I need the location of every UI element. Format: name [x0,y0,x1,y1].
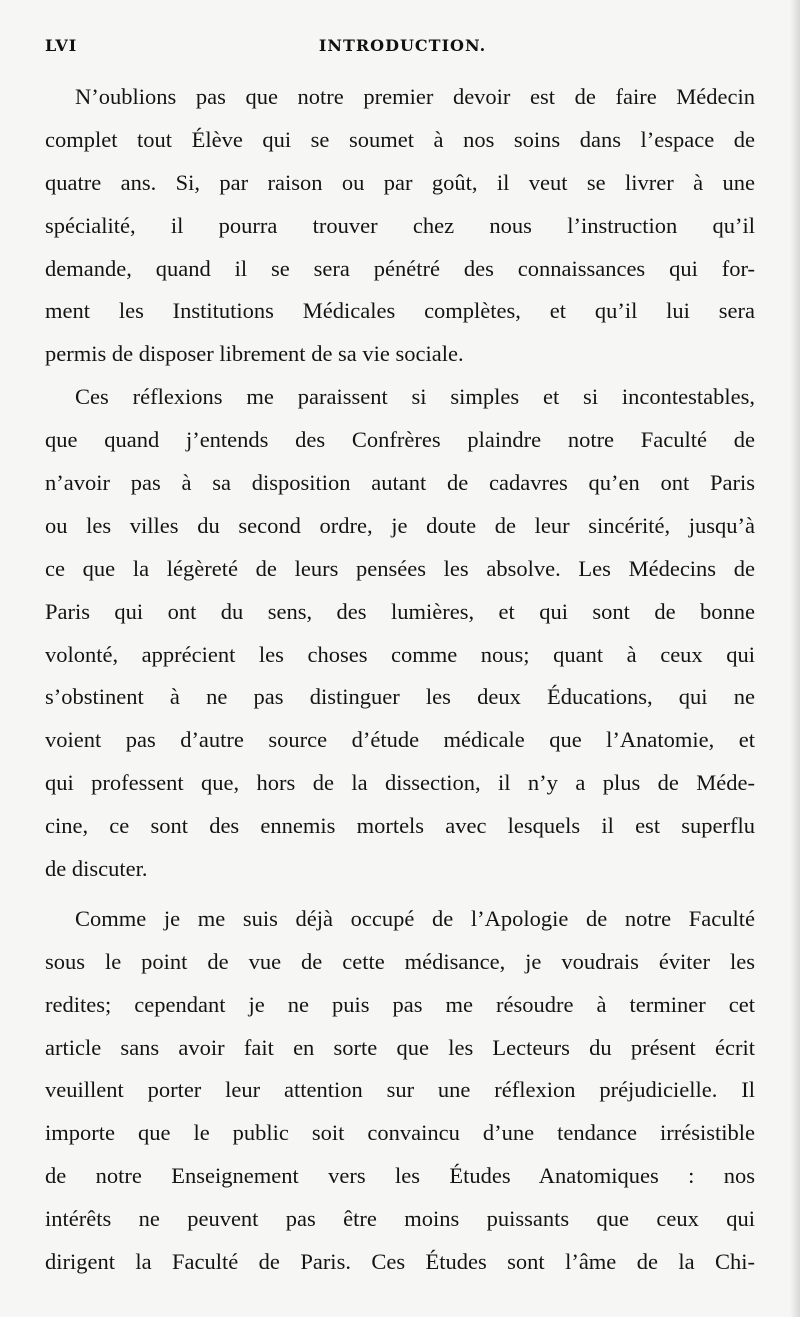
text-line: que quand j’entends des Confrères plaindre notre Faculté de [45,427,755,453]
text-line: quatre ans. Si, par raison ou par goût, il veut se livrer à une [45,169,755,195]
text-line: Paris qui ont du sens, des lumières, et qui sont de bonne [45,598,755,624]
text-line: voient pas d’autre source d’étude médicale que l’Anatomie, et [45,727,755,753]
paragraph [45,898,755,1284]
paragraph-gap [45,891,755,898]
text-line: dirigent la Faculté de Paris. Ces Études sont l’âme de la Chi- [45,1249,755,1275]
text-line: sous le point de vue de cette médisance, je voudrais éviter les [45,948,755,974]
text-line: importe que le public soit convaincu d’une tendance irrésistible [45,1120,755,1146]
paragraph [45,76,755,376]
text-line: complet tout Élève qui se soumet à nos soins dans l’espace de [45,126,755,152]
text-line: demande, quand il se sera pénétré des connaissances qui for- [45,255,755,281]
text-line: Ces réflexions me paraissent si simples et si incontestables, [75,384,755,410]
running-title: INTRODUCTION. [318,36,487,55]
text-line: veuillent porter leur attention sur une réflexion préjudicielle. Il [45,1077,755,1103]
text-line: ou les villes du second ordre, je doute de leur sincérité, jusqu’à [45,512,755,538]
text-line: intérêts ne peuvent pas être moins puissants que ceux qui [45,1206,755,1232]
text-line: permis de disposer librement de sa vie sociale. [45,341,464,367]
text-line: qui professent que, hors de la dissection, il n’y a plus de Méde- [45,770,755,796]
text-line: ment les Institutions Médicales complètes, et qu’il lui sera [45,298,755,324]
text-line: redites; cependant je ne puis pas me résoudre à terminer cet [45,991,755,1017]
text-line: de notre Enseignement vers les Études Anatomiques : nos [45,1163,755,1189]
text-line: Comme je me suis déjà occupé de l’Apologie de notre Faculté [75,905,755,931]
text-line: N’oublions pas que notre premier devoir est de faire Médecin [75,84,755,109]
text-line: de discuter. [45,856,148,882]
page-number: LVI [45,36,78,55]
text-line: s’obstinent à ne pas distinguer les deux Éducations, qui ne [45,684,755,710]
text-line: ce que la légèreté de leurs pensées les absolve. Les Médecins de [45,555,755,581]
paragraph [45,376,755,891]
page-edge-shadow [790,0,800,1317]
text-line: n’avoir pas à sa disposition autant de cadavres qu’en ont Paris [45,470,755,496]
running-header [45,30,760,60]
body-text [45,76,755,1284]
text-line: article sans avoir fait en sorte que les Lecteurs du présent écrit [45,1034,755,1060]
text-line: cine, ce sont des ennemis mortels avec lesquels il est superflu [45,813,755,839]
text-line: spécialité, il pourra trouver chez nous l’instruction qu’il [45,212,755,238]
text-line: volonté, apprécient les choses comme nous; quant à ceux qui [45,641,755,667]
